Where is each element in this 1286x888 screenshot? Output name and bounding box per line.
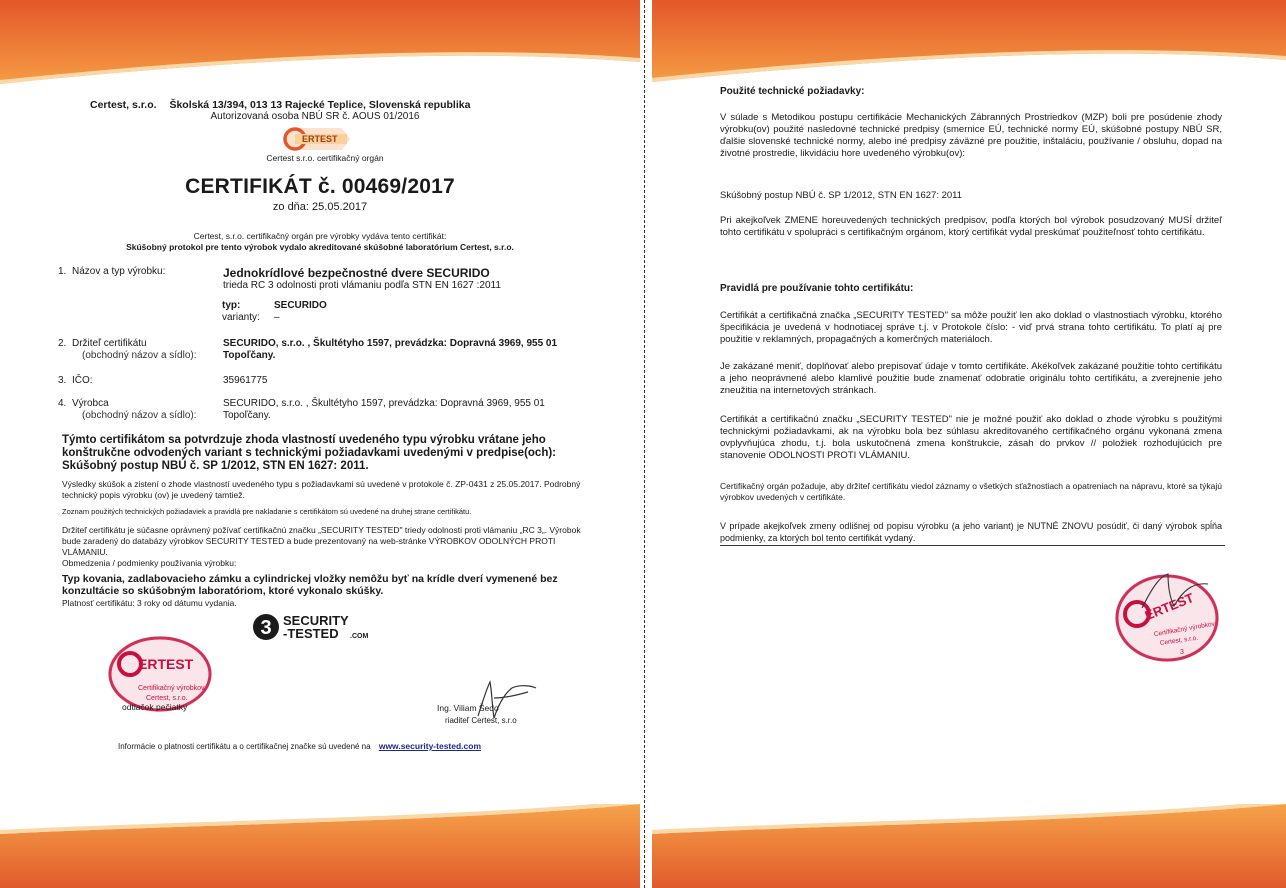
field-number: 2.: [58, 338, 67, 349]
manufacturer-label-sub: (obchodný názov a sídlo):: [82, 410, 197, 421]
ico-value: 35961775: [223, 375, 268, 386]
security-tested-link[interactable]: www.security-tested.com: [378, 741, 482, 751]
product-class: trieda RC 3 odolnosti proti vlámaniu podľa STN EN 1627 :2011: [223, 280, 501, 291]
logo-caption: Certest s.r.o. certifikačný orgán: [266, 153, 384, 163]
info-text: Informácie o platnosti certifikátu a o certifikačnej značke sú uvedené na: [118, 742, 371, 751]
validity-text: Platnosť certifikátu: 3 roky od dátumu vydania.: [62, 598, 237, 608]
holder-rights: Držiteľ certifikátu je súčasne oprávnený požívať certifikačnú značku „SECURITY TESTED" triedy odolnosti proti vlámaniu „RC 3„. Výrobok bude zaradený do databázy výrobkov SECURITY TESTED a bude prezentovaný na web-stránke VÝROBKOV ODOLNÝCH PROTI VLÁMANIU.: [62, 525, 581, 557]
field-number: 1.: [58, 266, 67, 277]
page-divider: [644, 0, 645, 888]
issuer-name: Certest, s.r.o.: [90, 99, 157, 111]
field-label: Názov a typ výrobku:: [72, 266, 166, 277]
badge-line2: -TESTED: [283, 626, 339, 641]
certificate-front-page: [0, 0, 640, 888]
usage-rule-4: Certifikačný orgán požaduje, aby držiteľ certifikátu viedol záznamy o všetkých sťažnostiach a opatreniach na nápravu, ktoré sa týkajú výrobkov uvedených v certifikáte.: [720, 481, 1222, 502]
security-tested-badge: [252, 612, 374, 642]
usage-restriction: Typ kovania, zadlabovacieho zámku a cylindrickej vložky nemôžu byť na krídle dverí vymenené bez konzultácie so skúšobným laboratóriom, ktoré vykonalo skúšky.: [62, 573, 558, 597]
bottom-orange-band: [652, 804, 1286, 888]
product-name: Jednokrídlové bezpečnostné dvere SECURIDO: [223, 266, 490, 280]
stamp-line2: Certest, s.r.o.: [1159, 634, 1199, 647]
technical-requirements-text: V súlade s Metodikou postupu certifikácie Mechanických Zábranných Prostriedkov (MZP) boli pre posúdenie zhody výrobku(ov) použité nasledovné technické predpisy (smernice EÚ, technické normy EÚ, skúšobné postupy NBÚ SR, ďalšie slovenské technické normy, alebo iné predpisy záväzné pre použitie, inštaláciu, používanie / obsluhu, dopad na životné prostredie, likvidáciu hore uvedeného výrobku(ov):: [720, 112, 1222, 159]
stamp-main: ERTEST: [138, 656, 194, 672]
stamp-line2: Certest, s.r.o.: [146, 695, 188, 702]
holder-rights-text: [62, 525, 582, 569]
stamp-num: 3: [1180, 649, 1184, 656]
type-value: SECURIDO: [274, 300, 327, 311]
issuer-line: [90, 99, 540, 111]
test-procedure-text: Skúšobný postup NBÚ č. SP 1/2012, STN EN 1627: 2011: [720, 190, 963, 201]
usage-rule-3: Certifikát a certifikačnú značku „SECURITY TESTED" nie je možné použiť ako doklad o zhode výrobku s použitými technickými požiadavkami, ak na výrobku bola bez súhlasu akreditovaného certifikačného orgánu vykonaná zmena ovplyvňujúca zhodu, t.j. bola uskutočnená zmena konštrukcie, zásah do prvkov // položiek rozhodujúcich pre stanovenie ODOLNOSTI PROTI VLÁMANIU.: [720, 414, 1222, 461]
field-number: 3.: [58, 375, 67, 386]
usage-rule-1: Certifikát a certifikačná značka „SECURITY TESTED" sa môže použiť len ako doklad o vlastnostiach výrobku, ktorého špecifikácia je uvedená v hodnotiacej správe t.j. v Protokole číslo: - viď prvá strana tohto certifikátu. To platí aj pre použitie v reklamných, propagačných a komerčných materiáloch.: [720, 310, 1222, 345]
signer-role: riaditeľ Certest, s.r.o: [445, 716, 517, 725]
badge-line1: SECURITY: [283, 613, 349, 628]
usage-rule-2: Je zakázané meniť, doplňovať alebo prepisovať údaje v tomto certifikáte. Akékoľvek zakázané použitie tohto certifikátu a jeho neoprávnené alebo klamlivé použitie bude znamenať odobratie originálu tohto certifikátu, a zverejnenie jeho zneužitia na internetových stránkach.: [720, 361, 1222, 396]
certest-stamp: [1112, 568, 1222, 666]
type-label: typ:: [222, 300, 241, 311]
stamp-line1: Certifikačný výrobkov: [138, 685, 205, 692]
norms-list-text: Zoznam použitých technických požiadaviek a pravidlá pre nakladanie s certifikátom sú uvedené na druhej strane certifikátu.: [62, 507, 472, 516]
field-number: 4.: [58, 398, 67, 409]
certificate-title: CERTIFIKÁT č. 00469/2017: [185, 175, 455, 198]
variants-value: –: [274, 312, 280, 323]
certificate-back-page: [652, 0, 1286, 888]
variants-label: varianty:: [222, 312, 260, 323]
logo-text: ERTEST: [302, 134, 338, 144]
badge-number: 3: [260, 617, 272, 639]
issuer-address: Školská 13/394, 013 13 Rajecké Teplice, Slovenská republika: [169, 99, 471, 111]
stamp-main: ERTEST: [1142, 589, 1196, 624]
top-orange-band: [0, 0, 640, 84]
type-block: [222, 300, 522, 324]
field-label: [72, 398, 222, 422]
authorization-line: Autorizovaná osoba NBÚ SR č. AOUS 01/2016: [210, 111, 420, 122]
certest-logo: [282, 126, 352, 152]
stamp-line1: Certifikačný výrobkov: [1153, 620, 1216, 639]
manufacturer-value: SECURIDO, s.r.o. , Škultétyho 1597, prevádzka: Dopravná 3969, 955 01 Topoľčany.: [223, 398, 545, 421]
holder-label: Držiteľ certifikátu: [72, 338, 147, 349]
technical-requirements-heading: Použité technické požiadavky:: [720, 86, 865, 97]
signer-name: Ing. Viliam Šedo: [437, 703, 499, 713]
usage-rule-5: V prípade akejkoľvek zmeny odlišnej od popisu výrobku (a jeho variant) je NUTNÉ ZNOVU posúdiť, či daný výrobok spĺňa podmienky, za ktorých bol tento certifikát vydaný.: [720, 521, 1222, 543]
stamp-label: odtlačok pečiatky: [122, 702, 188, 712]
field-label: IČO:: [72, 375, 93, 386]
holder-label-sub: (obchodný názov a sídlo):: [82, 350, 197, 361]
intro-line: Certest, s.r.o. certifikačný orgán pre výrobky vydáva tento certifikát:: [193, 231, 447, 241]
usage-rules-heading: Pravidlá pre používanie tohto certifikátu:: [720, 283, 914, 294]
info-line: [118, 741, 588, 751]
manufacturer-label: Výrobca: [72, 398, 109, 409]
field-label: [72, 338, 222, 362]
underline: [720, 545, 1225, 546]
intro-protocol-line: Skúšobný protokol pre tento výrobok vydalo akreditované skúšobné laboratórium Certest, s.r.o.: [126, 242, 514, 252]
test-results-text: Výsledky skúšok a zistení o zhode vlastností uvedeného typu s požiadavkami sú uvedené v protokole č. ZP-0431 z 25.05.2017. Podrobný technický popis výrobku (ov) je uvedený tamtiež.: [62, 479, 581, 500]
change-review-text: Pri akejkoľvek ZMENE horeuvedených technických predpisov, podľa ktorých bol výrobok posudzovaný MUSÍ držiteľ tohto certifikátu v spolupráci s certifikačným orgánom, ktorý certifikát vydal preskúmať použiteľnosť tohto certifikátu.: [720, 215, 1222, 238]
top-orange-band: [652, 0, 1286, 84]
holder-value: SECURIDO, s.r.o. , Škultétyho 1597, prevádzka: Dopravná 3969, 955 01 Topoľčany.: [223, 338, 558, 361]
certificate-date: zo dňa: 25.05.2017: [272, 201, 368, 213]
badge-suffix: .COM: [350, 633, 369, 640]
conformity-statement: Týmto certifikátom sa potvrdzuje zhoda vlastností uvedeného typu výrobku vrátane jeho konštrukčne odvodených variant s technickými požiadavkami uvedenými v predpise(och): Skúšobný postup NBÚ č. SP 1/2012, STN EN 1627: 2011.: [62, 434, 557, 472]
conditions-label: Obmedzenia / podmienky používania výrobku:: [62, 558, 237, 568]
bottom-orange-band: [0, 804, 640, 888]
